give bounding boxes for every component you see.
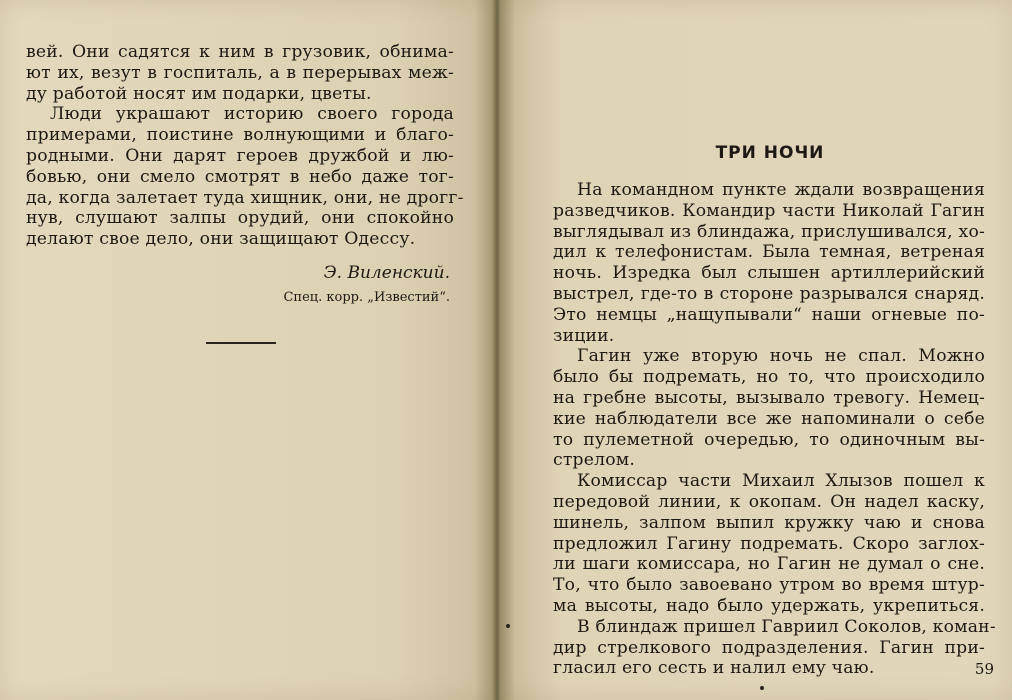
text-line: выглядывал из блиндажа, прислушивался, хо- bbox=[553, 221, 985, 242]
section-separator bbox=[206, 342, 276, 344]
text-line: Люди украшают историю своего города bbox=[50, 104, 454, 125]
text-line: на гребне высоты, вызывало тревогу. Немец- bbox=[553, 387, 985, 408]
left-page bbox=[0, 0, 494, 700]
text-line: примерами, поистине волнующими и благо- bbox=[26, 125, 454, 146]
text-line: Комиссар части Михаил Хлызов пошел к bbox=[577, 471, 985, 492]
text-line: ночь. Изредка был слышен артиллерийский bbox=[553, 263, 985, 284]
text-line: нув, слушают залпы орудий, они спокойно bbox=[26, 208, 454, 229]
text-line: выстрел, где-то в стороне разрывался снаряд. bbox=[553, 283, 985, 304]
text-line: ют их, везут в госпиталь, а в перерывах меж- bbox=[26, 62, 454, 83]
author-credit: Спец. корр. „Известий“. bbox=[283, 290, 450, 305]
text-line: кие наблюдатели все же напоминали о себе bbox=[553, 408, 985, 429]
text-line: делают свое дело, они защищают Одессу. bbox=[26, 229, 416, 250]
text-line: да, когда залетает туда хищник, они, не дрогг- bbox=[26, 187, 464, 208]
text-line: То, что было завоевано утром во время штур- bbox=[553, 575, 985, 596]
text-line: дил к телефонистам. Была темная, ветреная bbox=[553, 242, 985, 263]
chapter-title: ТРИ НОЧИ bbox=[715, 143, 825, 163]
text-line: зиции. bbox=[553, 325, 615, 346]
text-line: ли шаги комиссара, но Гагин не думал о сне. bbox=[553, 554, 985, 575]
text-line: предложил Гагину подремать. Скоро заглох- bbox=[553, 533, 985, 554]
text-line: гласил его сесть и налил ему чаю. bbox=[553, 658, 875, 679]
text-line: шинель, залпом выпил кружку чаю и снова bbox=[553, 512, 985, 533]
text-line: Это немцы „нащупывали“ наши огневые по- bbox=[553, 304, 985, 325]
text-line: бовью, они смело смотрят в небо даже тог- bbox=[26, 166, 454, 187]
text-line: родными. Они дарят героев дружбой и лю- bbox=[26, 145, 454, 166]
text-line: то пулеметной очередью, то одиночным вы- bbox=[553, 429, 985, 450]
left-page-text bbox=[26, 42, 464, 250]
text-line: передовой линии, к окопам. Он надел каску, bbox=[553, 491, 985, 512]
text-line: стрелом. bbox=[553, 450, 636, 471]
text-line: ду работой носят им подарки, цветы. bbox=[26, 83, 372, 104]
right-page-text bbox=[553, 180, 996, 679]
text-line: В блиндаж пришел Гавриил Соколов, коман- bbox=[577, 616, 996, 637]
author-signature: Э. Виленский. bbox=[323, 263, 450, 283]
text-line: дир стрелкового подразделения. Гагин при- bbox=[553, 637, 985, 658]
text-line: ма высоты, надо было удержать, укрепиться. bbox=[553, 595, 985, 616]
text-line: разведчиков. Командир части Николай Гагин bbox=[553, 200, 985, 221]
text-line: было бы подремать, но то, что происходило bbox=[553, 367, 985, 388]
print-speck bbox=[760, 686, 764, 690]
text-line: Гагин уже вторую ночь не спал. Можно bbox=[577, 346, 985, 367]
text-line: На командном пункте ждали возвращения bbox=[577, 180, 985, 200]
text-line: вей. Они садятся к ним в грузовик, обнима- bbox=[26, 42, 454, 62]
page-number: 59 bbox=[974, 660, 994, 678]
print-speck bbox=[506, 624, 510, 628]
